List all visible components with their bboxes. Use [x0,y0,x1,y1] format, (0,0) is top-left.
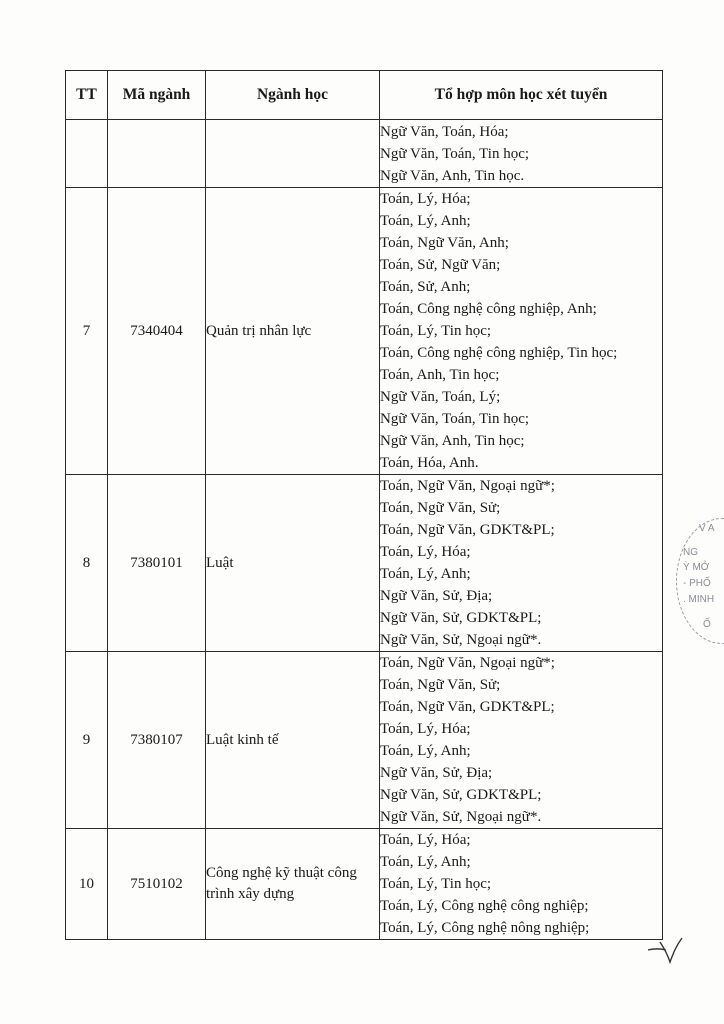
combo-line: Toán, Lý, Hóa; [380,544,471,560]
cell-major: Quản trị nhân lực [206,188,380,475]
combo-line: Ngữ Văn, Sử, Ngoại ngữ*. [380,632,542,648]
cell-combos [380,475,663,652]
combo-line: Ngữ Văn, Sử, Địa; [380,588,493,604]
combo-line: Toán, Lý, Hóa; [380,721,471,737]
combo-line: Toán, Anh, Tin học; [380,367,500,383]
combo-line: Ngữ Văn, Toán, Tin học; [380,411,530,427]
admissions-table [65,70,663,940]
combo-line: Ngữ Văn, Toán, Lý; [380,389,501,405]
cell-code: 7380101 [108,475,206,652]
combo-line: Toán, Lý, Anh; [380,743,471,759]
combo-line: Toán, Ngữ Văn, Ngoại ngữ*; [380,478,555,494]
combo-line: Toán, Ngữ Văn, GDKT&PL; [380,522,555,538]
stamp-text: V A [699,523,715,534]
header-code: Mã ngành [108,71,206,120]
official-stamp [676,518,724,644]
combo-line: Ngữ Văn, Toán, Hóa; [380,124,509,140]
cell-major: Luật [206,475,380,652]
header-major: Ngành học [206,71,380,120]
combo-line: Toán, Hóa, Anh. [380,455,479,471]
header-combos: Tổ hợp môn học xét tuyển [380,71,663,120]
stamp-text: . MINH [683,594,715,605]
stamp-text: NG [683,547,698,558]
cell-combos [380,188,663,475]
combo-line: Toán, Ngữ Văn, Anh; [380,235,509,251]
cell-tt: 9 [66,652,108,829]
cell-code [108,120,206,188]
cell-major: Công nghệ kỹ thuật công trình xây dựng [206,829,380,940]
combo-line: Toán, Sử, Ngữ Văn; [380,257,501,273]
table-row-continuation [66,120,663,188]
table-row [66,188,663,475]
combo-line: Toán, Lý, Tin học; [380,876,492,892]
combo-line: Toán, Công nghệ công nghiệp, Anh; [380,301,597,317]
combo-line: Ngữ Văn, Sử, GDKT&PL; [380,787,542,803]
table-row [66,829,663,940]
cell-major [206,120,380,188]
combo-line: Toán, Lý, Tin học; [380,323,492,339]
cell-combos [380,652,663,829]
cell-major: Luật kinh tế [206,652,380,829]
header-row [66,71,663,120]
cell-combos [380,829,663,940]
combo-line: Ngữ Văn, Toán, Tin học; [380,146,530,162]
combo-line: Ngữ Văn, Sử, Ngoại ngữ*. [380,809,542,825]
header-tt: TT [66,71,108,120]
combo-line: Toán, Sử, Anh; [380,279,471,295]
combo-line: Toán, Ngữ Văn, GDKT&PL; [380,699,555,715]
combo-line: Toán, Lý, Công nghệ công nghiệp; [380,898,589,914]
cell-tt: 7 [66,188,108,475]
stamp-text: Ỳ MỞ [683,562,710,573]
cell-combos [380,120,663,188]
combo-line: Toán, Ngữ Văn, Sử; [380,677,501,693]
cell-tt [66,120,108,188]
cell-tt: 8 [66,475,108,652]
cell-code: 7340404 [108,188,206,475]
stamp-text: Ố [703,619,711,630]
combo-line: Ngữ Văn, Sử, GDKT&PL; [380,610,542,626]
combo-line: Toán, Lý, Anh; [380,854,471,870]
combo-line: Ngữ Văn, Sử, Địa; [380,765,493,781]
table-row [66,652,663,829]
combo-line: Toán, Lý, Anh; [380,566,471,582]
combo-line: Toán, Ngữ Văn, Ngoại ngữ*; [380,655,555,671]
combo-line: Toán, Ngữ Văn, Sử; [380,500,501,516]
combo-line: Toán, Công nghệ công nghiệp, Tin học; [380,345,618,361]
combo-line: Toán, Lý, Hóa; [380,191,471,207]
cell-code: 7380107 [108,652,206,829]
combo-line: Toán, Lý, Công nghệ nông nghiệp; [380,920,590,936]
combo-line: Ngữ Văn, Anh, Tin học. [380,168,525,184]
combo-line: Toán, Lý, Anh; [380,213,471,229]
signature-mark [646,936,684,966]
combo-line: Toán, Lý, Hóa; [380,832,471,848]
combo-line: Ngữ Văn, Anh, Tin học; [380,433,525,449]
table-row [66,475,663,652]
cell-tt: 10 [66,829,108,940]
cell-code: 7510102 [108,829,206,940]
stamp-text: - PHỐ [683,578,711,589]
